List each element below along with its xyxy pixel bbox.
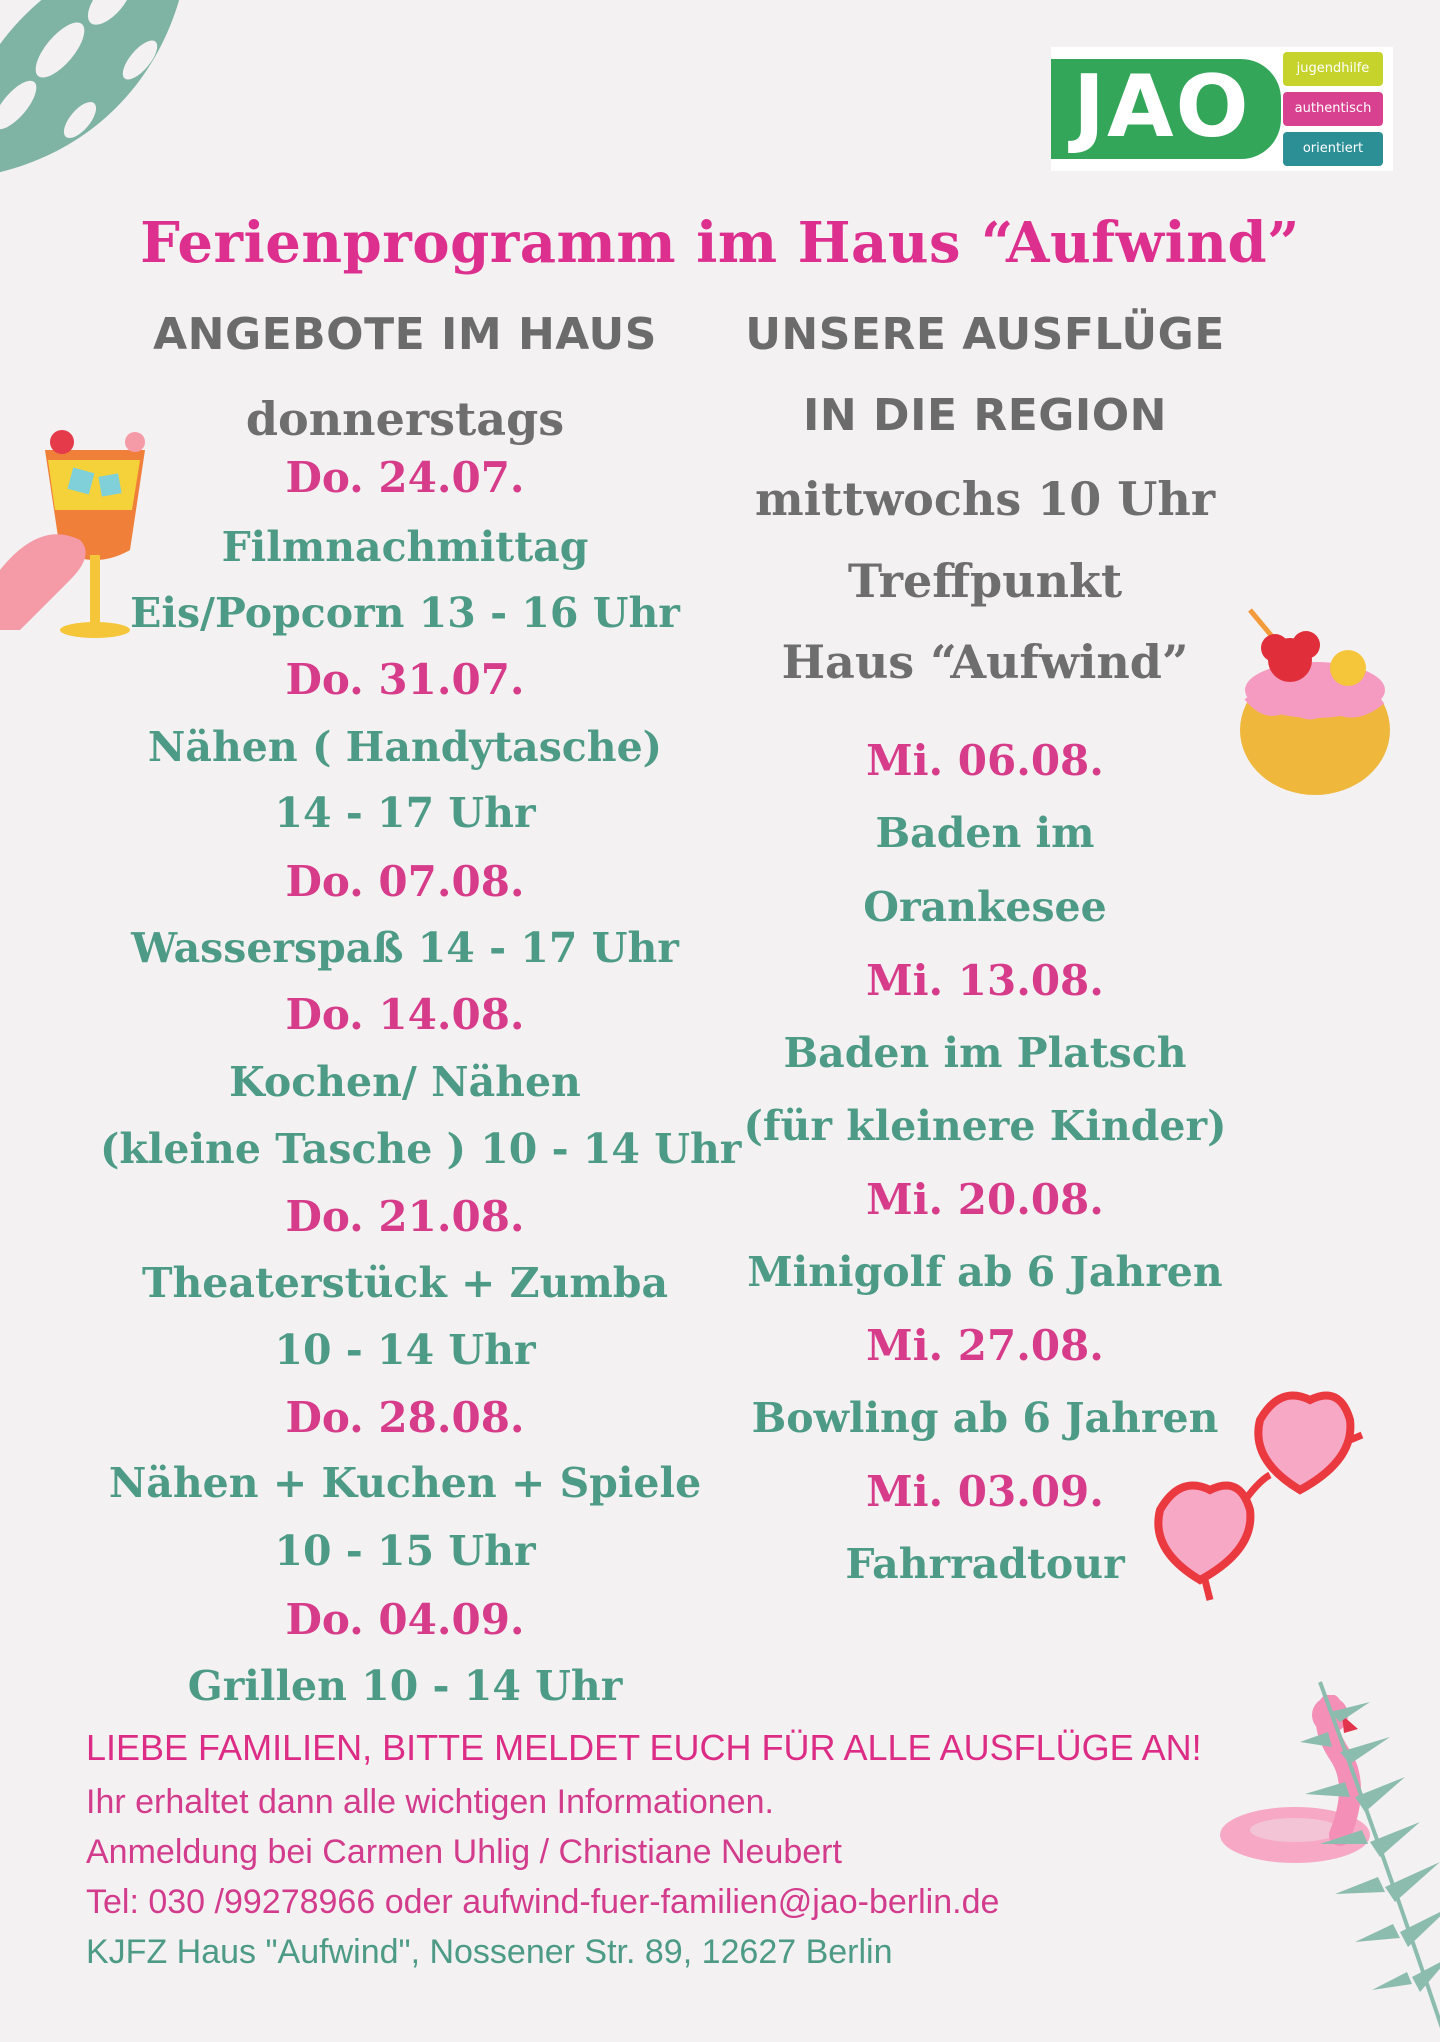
info-line: Ihr erhaltet dann alle wichtigen Informationen. — [86, 1783, 774, 1821]
event-text: (kleine Tasche ) 10 - 14 Uhr — [100, 1125, 742, 1173]
right-heading: UNSERE AUSFLÜGE — [745, 309, 1225, 360]
event-text: Baden im Platsch — [783, 1029, 1187, 1077]
event-text: Theaterstück + Zumba — [141, 1259, 669, 1307]
logo-tag-orientiert: orientiert — [1283, 132, 1383, 166]
event-text: Fahrradtour — [845, 1540, 1125, 1588]
event-date: Do. 28.08. — [285, 1393, 525, 1442]
event-date: Do. 07.08. — [285, 857, 525, 906]
event-text: 10 - 14 Uhr — [274, 1326, 536, 1374]
event-date: Do. 04.09. — [285, 1595, 525, 1644]
event-date: Mi. 03.09. — [866, 1467, 1104, 1516]
event-date: Mi. 06.08. — [866, 736, 1104, 785]
event-date: Do. 24.07. — [285, 453, 525, 502]
address: KJFZ Haus "Aufwind", Nossener Str. 89, 12627 Berlin — [86, 1933, 893, 1971]
event-text: Wasserspaß 14 - 17 Uhr — [131, 924, 679, 972]
logo-tag-jugendhilfe: jugendhilfe — [1283, 52, 1383, 86]
right-subheading: Treffpunkt — [847, 554, 1123, 608]
event-text: (für kleinere Kinder) — [743, 1102, 1227, 1150]
event-text: 14 - 17 Uhr — [274, 789, 536, 837]
phone-email[interactable]: Tel: 030 /99278966 oder aufwind-fuer-familien@jao-berlin.de — [86, 1883, 1000, 1921]
event-text: Baden im — [875, 809, 1095, 857]
event-text: Orankesee — [863, 883, 1107, 931]
event-date: Mi. 27.08. — [866, 1321, 1104, 1370]
right-subheading: Haus “Aufwind” — [781, 635, 1189, 689]
heart-glasses-icon — [1150, 1380, 1365, 1605]
right-heading: IN DIE REGION — [803, 390, 1167, 441]
event-date: Mi. 20.08. — [866, 1175, 1104, 1224]
monstera-leaf-icon — [0, 0, 200, 200]
event-text: 10 - 15 Uhr — [274, 1527, 536, 1575]
coconut-drink-icon — [1230, 600, 1390, 800]
contact-persons: Anmeldung bei Carmen Uhlig / Christiane Neubert — [86, 1833, 842, 1871]
left-subheading: donnerstags — [245, 392, 565, 446]
logo-tag-authentisch: authentisch — [1283, 92, 1383, 126]
jao-logo — [1051, 47, 1393, 171]
registration-notice: LIEBE FAMILIEN, BITTE MELDET EUCH FÜR ALLE AUSFLÜGE AN! — [86, 1727, 1202, 1768]
fern-leaf-icon — [1300, 1672, 1440, 2042]
event-date: Do. 21.08. — [285, 1192, 525, 1241]
cocktail-icon — [0, 430, 150, 660]
page-title: Ferienprogramm im Haus “Aufwind” — [140, 210, 1300, 276]
event-text: Minigolf ab 6 Jahren — [747, 1248, 1223, 1296]
event-text: Bowling ab 6 Jahren — [751, 1394, 1219, 1442]
event-date: Mi. 13.08. — [866, 956, 1104, 1005]
event-text: Filmnachmittag — [221, 523, 589, 571]
event-date: Do. 14.08. — [285, 990, 525, 1039]
right-subheading: mittwochs 10 Uhr — [754, 472, 1216, 526]
event-text: Grillen 10 - 14 Uhr — [187, 1662, 623, 1710]
event-date: Do. 31.07. — [285, 655, 525, 704]
event-text: Eis/Popcorn 13 - 16 Uhr — [130, 589, 680, 637]
event-text: Kochen/ Nähen — [229, 1058, 581, 1106]
event-text: Nähen ( Handytasche) — [147, 723, 663, 771]
event-text: Nähen + Kuchen + Spiele — [108, 1459, 702, 1507]
left-heading: ANGEBOTE IM HAUS — [153, 309, 657, 360]
logo-name: JAO — [1073, 57, 1251, 157]
